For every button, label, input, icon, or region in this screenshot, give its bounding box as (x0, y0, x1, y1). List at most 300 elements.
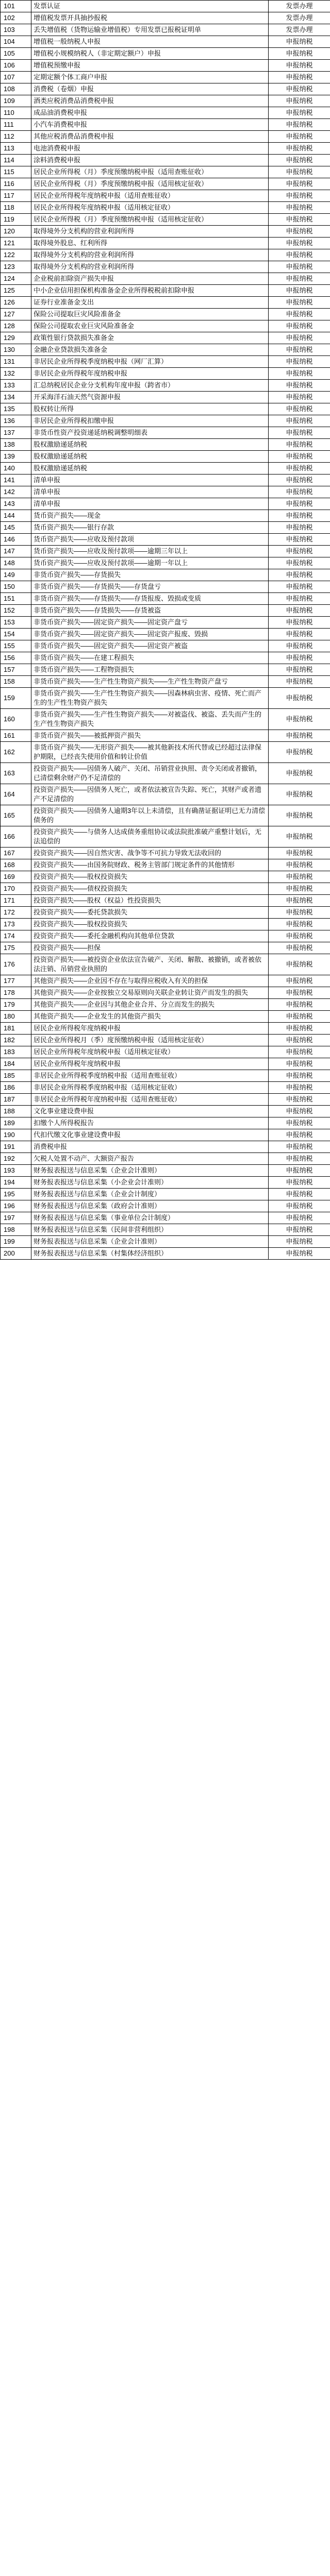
row-number-cell: 135 (1, 403, 31, 415)
item-name-cell: 非货币资产损失——无形资产损失——被其他新技术所代替或已经超过法律保护期限，已经丧失使用价值和转让价值 (31, 742, 269, 763)
item-type-cell: 申报纳税 (269, 1248, 330, 1260)
row-number-cell: 104 (1, 36, 31, 48)
item-name-cell: 投资资产损失——委托贷款损失 (31, 907, 269, 919)
table-row (1, 605, 330, 617)
item-name-cell: 证券行业准备金支出 (31, 297, 269, 309)
item-name-cell: 财务报表报送与信息采集（企业会计准则） (31, 1165, 269, 1177)
item-name-cell: 取得境外股息、红利所得 (31, 238, 269, 249)
row-number-cell: 167 (1, 848, 31, 859)
item-name-cell: 非居民企业所得税扣缴申报 (31, 415, 269, 427)
item-type-cell: 申报纳税 (269, 557, 330, 569)
item-type-cell: 申报纳税 (269, 72, 330, 83)
item-type-cell: 申报纳税 (269, 1082, 330, 1094)
item-name-cell: 股权转让所得 (31, 403, 269, 415)
table-row (1, 439, 330, 451)
item-name-cell: 非货币资产损失——被抵押资产损失 (31, 730, 269, 742)
row-number-cell: 192 (1, 1153, 31, 1165)
row-number-cell: 178 (1, 987, 31, 999)
item-name-cell: 增值税发票开具抽抄报税 (31, 12, 269, 24)
row-number-cell: 161 (1, 730, 31, 742)
item-name-cell: 消费税申报 (31, 1141, 269, 1153)
row-number-cell: 133 (1, 380, 31, 392)
table-row (1, 297, 330, 309)
table-row (1, 709, 330, 730)
item-name-cell: 中小企业信用担保机构准备金企业所得税税前扣除申报 (31, 285, 269, 297)
table-row (1, 883, 330, 895)
table-row (1, 356, 330, 368)
row-number-cell: 115 (1, 166, 31, 178)
table-row (1, 392, 330, 403)
item-type-cell: 申报纳税 (269, 569, 330, 581)
row-number-cell: 138 (1, 439, 31, 451)
table-row (1, 249, 330, 261)
item-type-cell: 申报纳税 (269, 60, 330, 72)
row-number-cell: 177 (1, 975, 31, 987)
item-name-cell: 金融企业贷款损失准备金 (31, 344, 269, 356)
table-row (1, 975, 330, 987)
item-name-cell: 成品油消费税申报 (31, 107, 269, 119)
table-row (1, 784, 330, 805)
table-row (1, 60, 330, 72)
row-number-cell: 110 (1, 107, 31, 119)
item-name-cell: 投资资产损失——股权（权益）性投资损失 (31, 895, 269, 907)
row-number-cell: 103 (1, 24, 31, 36)
item-name-cell: 涂料消费税申报 (31, 155, 269, 166)
item-type-cell: 申报纳税 (269, 999, 330, 1011)
item-name-cell: 股权激励递延纳税 (31, 439, 269, 451)
row-number-cell: 153 (1, 617, 31, 629)
table-row (1, 730, 330, 742)
row-number-cell: 175 (1, 942, 31, 954)
item-name-cell: 投资资产损失——因自然灾害、战争等不可抗力导致无法收回的 (31, 848, 269, 859)
row-number-cell: 193 (1, 1165, 31, 1177)
row-number-cell: 132 (1, 368, 31, 380)
item-type-cell: 申报纳税 (269, 546, 330, 557)
row-number-cell: 106 (1, 60, 31, 72)
row-number-cell: 136 (1, 415, 31, 427)
row-number-cell: 105 (1, 48, 31, 60)
item-name-cell: 货币资产损失——现金 (31, 510, 269, 522)
table-row (1, 320, 330, 332)
table-row (1, 427, 330, 439)
item-type-cell: 申报纳税 (269, 415, 330, 427)
table-row (1, 1023, 330, 1035)
item-name-cell: 货币资产损失——应收及预付款项——逾期三年以上 (31, 546, 269, 557)
row-number-cell: 142 (1, 486, 31, 498)
item-name-cell: 非居民企业所得税年度纳税申报 (31, 368, 269, 380)
item-type-cell: 申报纳税 (269, 1035, 330, 1046)
row-number-cell: 139 (1, 451, 31, 463)
table-row (1, 676, 330, 688)
row-number-cell: 123 (1, 261, 31, 273)
item-name-cell: 政策性银行贷款损失准备金 (31, 332, 269, 344)
table-row (1, 1, 330, 12)
table-row (1, 380, 330, 392)
table-row (1, 1200, 330, 1212)
item-type-cell: 申报纳税 (269, 652, 330, 664)
row-number-cell: 102 (1, 12, 31, 24)
item-name-cell: 股权激励递延纳税 (31, 451, 269, 463)
item-name-cell: 投资资产损失——担保 (31, 942, 269, 954)
item-type-cell: 申报纳税 (269, 190, 330, 202)
item-name-cell: 非货币性资产投资递延纳税调整明细表 (31, 427, 269, 439)
table-row (1, 688, 330, 709)
row-number-cell: 185 (1, 1070, 31, 1082)
table-row (1, 581, 330, 593)
row-number-cell: 116 (1, 178, 31, 190)
item-type-cell: 申报纳税 (269, 907, 330, 919)
row-number-cell: 166 (1, 826, 31, 848)
item-type-cell: 申报纳税 (269, 930, 330, 942)
item-name-cell: 财务报表报送与信息采集（事业单位会计制度） (31, 1212, 269, 1224)
item-name-cell: 其他资产损失——企业按独立交易原则向关联企业转让资产而发生的损失 (31, 987, 269, 999)
table-row (1, 1224, 330, 1236)
item-type-cell: 申报纳税 (269, 763, 330, 784)
item-name-cell: 居民企业所得税（月）季度预缴纳税申报（适用核定征收） (31, 178, 269, 190)
row-number-cell: 163 (1, 763, 31, 784)
row-number-cell: 101 (1, 1, 31, 12)
item-name-cell: 投资资产损失——委托金融机构向其他单位贷款 (31, 930, 269, 942)
item-type-cell: 申报纳税 (269, 451, 330, 463)
table-row (1, 486, 330, 498)
table-row (1, 131, 330, 143)
item-type-cell: 申报纳税 (269, 320, 330, 332)
row-number-cell: 134 (1, 392, 31, 403)
item-type-cell: 申报纳税 (269, 581, 330, 593)
table-row (1, 1046, 330, 1058)
table-row (1, 919, 330, 930)
item-type-cell: 申报纳税 (269, 1094, 330, 1106)
item-name-cell: 非货币资产损失——存货损失 (31, 569, 269, 581)
item-name-cell: 增值税小规模纳税人（非定期定额户）申报 (31, 48, 269, 60)
item-type-cell: 申报纳税 (269, 1224, 330, 1236)
row-number-cell: 184 (1, 1058, 31, 1070)
table-row (1, 498, 330, 510)
row-number-cell: 179 (1, 999, 31, 1011)
row-number-cell: 143 (1, 498, 31, 510)
item-name-cell: 电池消费税申报 (31, 143, 269, 155)
table-row (1, 1236, 330, 1248)
item-name-cell: 货币资产损失——应收及预付款项——逾期一年以上 (31, 557, 269, 569)
item-type-cell: 申报纳税 (269, 332, 330, 344)
item-name-cell: 清单申报 (31, 486, 269, 498)
row-number-cell: 186 (1, 1082, 31, 1094)
row-number-cell: 109 (1, 95, 31, 107)
item-name-cell: 酒类应税消费品消费税申报 (31, 95, 269, 107)
item-type-cell: 申报纳税 (269, 498, 330, 510)
item-type-cell: 发票办理 (269, 24, 330, 36)
row-number-cell: 111 (1, 119, 31, 131)
row-number-cell: 122 (1, 249, 31, 261)
item-type-cell: 申报纳税 (269, 356, 330, 368)
table-row (1, 1035, 330, 1046)
table-row (1, 930, 330, 942)
item-type-cell: 申报纳税 (269, 1058, 330, 1070)
row-number-cell: 152 (1, 605, 31, 617)
table-row (1, 178, 330, 190)
row-number-cell: 168 (1, 859, 31, 871)
item-type-cell: 申报纳税 (269, 474, 330, 486)
item-type-cell: 申报纳税 (269, 131, 330, 143)
item-name-cell: 清单申报 (31, 474, 269, 486)
table-row (1, 1153, 330, 1165)
item-name-cell: 定期定额个体工商户申报 (31, 72, 269, 83)
item-type-cell: 申报纳税 (269, 214, 330, 226)
table-row (1, 1141, 330, 1153)
item-type-cell: 申报纳税 (269, 522, 330, 534)
item-name-cell: 非居民企业所得税年度纳税申报（适用查账征收） (31, 1094, 269, 1106)
row-number-cell: 147 (1, 546, 31, 557)
item-type-cell: 申报纳税 (269, 427, 330, 439)
item-type-cell: 申报纳税 (269, 1141, 330, 1153)
row-number-cell: 144 (1, 510, 31, 522)
row-number-cell: 200 (1, 1248, 31, 1260)
table-row (1, 12, 330, 24)
table-row (1, 451, 330, 463)
table-row (1, 214, 330, 226)
table-row (1, 261, 330, 273)
item-name-cell: 投资资产损失——因债务人死亡，或者依法被宣告失踪、死亡，其财产或者遗产不足清偿的 (31, 784, 269, 805)
item-name-cell: 非货币资产损失——生产性生物资产损失——生产性生物资产盘亏 (31, 676, 269, 688)
item-type-cell: 发票办理 (269, 12, 330, 24)
item-type-cell: 申报纳税 (269, 640, 330, 652)
table-row (1, 83, 330, 95)
row-number-cell: 108 (1, 83, 31, 95)
item-type-cell: 申报纳税 (269, 883, 330, 895)
row-number-cell: 146 (1, 534, 31, 546)
item-name-cell: 财务报表报送与信息采集（企业会计准则） (31, 1236, 269, 1248)
row-number-cell: 199 (1, 1236, 31, 1248)
table-row (1, 463, 330, 474)
item-name-cell: 财务报表报送与信息采集（政府会计准则） (31, 1200, 269, 1212)
item-type-cell: 申报纳税 (269, 439, 330, 451)
item-type-cell: 申报纳税 (269, 664, 330, 676)
item-type-cell: 申报纳税 (269, 1212, 330, 1224)
item-type-cell: 申报纳税 (269, 297, 330, 309)
item-name-cell: 欠税人处置不动产、大额资产报告 (31, 1153, 269, 1165)
row-number-cell: 157 (1, 664, 31, 676)
item-type-cell: 申报纳税 (269, 403, 330, 415)
row-number-cell: 195 (1, 1189, 31, 1200)
item-type-cell: 申报纳税 (269, 238, 330, 249)
item-type-cell: 申报纳税 (269, 155, 330, 166)
item-name-cell: 非货币资产损失——存货损失——存货报废、毁损或变质 (31, 593, 269, 605)
table-row (1, 415, 330, 427)
row-number-cell: 188 (1, 1106, 31, 1117)
item-name-cell: 丢失增值税（货物运输业增值税）专用发票已报税证明单 (31, 24, 269, 36)
row-number-cell: 164 (1, 784, 31, 805)
row-number-cell: 176 (1, 954, 31, 975)
table-row (1, 155, 330, 166)
row-number-cell: 183 (1, 1046, 31, 1058)
table-row (1, 285, 330, 297)
table-row (1, 510, 330, 522)
item-type-cell: 申报纳税 (269, 36, 330, 48)
row-number-cell: 117 (1, 190, 31, 202)
table-row (1, 546, 330, 557)
item-name-cell: 取得境外分支机构的营业利润所得 (31, 226, 269, 238)
item-type-cell: 申报纳税 (269, 95, 330, 107)
table-row (1, 238, 330, 249)
table-row (1, 190, 330, 202)
table-row (1, 107, 330, 119)
item-name-cell: 投资资产损失——股权投资损失 (31, 871, 269, 883)
item-type-cell: 申报纳税 (269, 119, 330, 131)
item-name-cell: 非货币资产损失——固定资产损失——固定资产被盗 (31, 640, 269, 652)
table-row (1, 593, 330, 605)
row-number-cell: 140 (1, 463, 31, 474)
item-type-cell: 申报纳税 (269, 1070, 330, 1082)
item-name-cell: 非居民企业所得税季度纳税申报（网厂汇算） (31, 356, 269, 368)
table-row (1, 309, 330, 320)
table-row (1, 166, 330, 178)
row-number-cell: 197 (1, 1212, 31, 1224)
row-number-cell: 112 (1, 131, 31, 143)
table-row (1, 826, 330, 848)
item-type-cell: 申报纳税 (269, 942, 330, 954)
item-name-cell: 消费税（卷烟）申报 (31, 83, 269, 95)
item-name-cell: 投资资产损失——因债务人逾期3年以上未清偿，且有确凿证据证明已无力清偿债务的 (31, 805, 269, 826)
item-name-cell: 居民企业所得税（月）季度预缴纳税申报（适用查账征收） (31, 166, 269, 178)
table-row (1, 871, 330, 883)
row-number-cell: 171 (1, 895, 31, 907)
table-row (1, 805, 330, 826)
item-name-cell: 代扣代缴文化事业建设费申报 (31, 1129, 269, 1141)
row-number-cell: 191 (1, 1141, 31, 1153)
table-row (1, 48, 330, 60)
item-name-cell: 财务报表报送与信息采集（企业会计制度） (31, 1189, 269, 1200)
table-row (1, 273, 330, 285)
table-row (1, 1117, 330, 1129)
item-name-cell: 财务报表报送与信息采集（民间非营利组织） (31, 1224, 269, 1236)
item-name-cell: 投资资产损失——因债务人破产、关闭、吊销营业执照、责令关闭或者撤销，已清偿剩余财产仍不足清偿的 (31, 763, 269, 784)
item-name-cell: 取得境外分支机构的营业利润所得 (31, 249, 269, 261)
item-name-cell: 非货币资产损失——固定资产损失——固定资产盘亏 (31, 617, 269, 629)
row-number-cell: 126 (1, 297, 31, 309)
row-number-cell: 113 (1, 143, 31, 155)
table-body (1, 1, 330, 1260)
table-row (1, 1011, 330, 1023)
row-number-cell: 125 (1, 285, 31, 297)
item-type-cell: 申报纳税 (269, 895, 330, 907)
item-type-cell: 申报纳税 (269, 285, 330, 297)
table-row (1, 1106, 330, 1117)
table-row (1, 332, 330, 344)
item-name-cell: 非货币资产损失——生产性生物资产损失——对被盗伐、被盗、丢失而产生的生产性生物资产损失 (31, 709, 269, 730)
table-row (1, 1070, 330, 1082)
item-type-cell: 申报纳税 (269, 784, 330, 805)
table-row (1, 1177, 330, 1189)
row-number-cell: 130 (1, 344, 31, 356)
item-type-cell: 申报纳税 (269, 249, 330, 261)
row-number-cell: 180 (1, 1011, 31, 1023)
item-name-cell: 货币资产损失——银行存款 (31, 522, 269, 534)
item-type-cell: 申报纳税 (269, 1165, 330, 1177)
table-row (1, 1082, 330, 1094)
row-number-cell: 162 (1, 742, 31, 763)
item-name-cell: 增值税预缴申报 (31, 60, 269, 72)
item-name-cell: 非货币资产损失——工程物资损失 (31, 664, 269, 676)
row-number-cell: 172 (1, 907, 31, 919)
row-number-cell: 124 (1, 273, 31, 285)
table-row (1, 640, 330, 652)
row-number-cell: 107 (1, 72, 31, 83)
item-type-cell: 申报纳税 (269, 83, 330, 95)
row-number-cell: 159 (1, 688, 31, 709)
item-type-cell: 申报纳税 (269, 380, 330, 392)
item-name-cell: 居民企业所得税年度纳税申报（适用查账征收） (31, 190, 269, 202)
item-type-cell: 申报纳税 (269, 617, 330, 629)
item-type-cell: 申报纳税 (269, 1189, 330, 1200)
item-type-cell: 申报纳税 (269, 1200, 330, 1212)
item-type-cell: 申报纳税 (269, 309, 330, 320)
row-number-cell: 114 (1, 155, 31, 166)
table-row (1, 143, 330, 155)
item-name-cell: 保险公司提取巨灾风险准备金 (31, 309, 269, 320)
item-name-cell: 股权激励递延纳税 (31, 463, 269, 474)
table-row (1, 652, 330, 664)
item-type-cell: 申报纳税 (269, 107, 330, 119)
row-number-cell: 148 (1, 557, 31, 569)
item-name-cell: 取得境外分支机构的营业利润所得 (31, 261, 269, 273)
table-row (1, 534, 330, 546)
item-type-cell: 申报纳税 (269, 178, 330, 190)
item-type-cell: 申报纳税 (269, 48, 330, 60)
table-row (1, 1129, 330, 1141)
table-row (1, 522, 330, 534)
row-number-cell: 190 (1, 1129, 31, 1141)
row-number-cell: 145 (1, 522, 31, 534)
table-row (1, 999, 330, 1011)
item-name-cell: 非货币资产损失——存货损失——存货盘亏 (31, 581, 269, 593)
item-name-cell: 居民企业所得税年度纳税申报（适用核定征收） (31, 202, 269, 214)
row-number-cell: 194 (1, 1177, 31, 1189)
table-row (1, 942, 330, 954)
table-row (1, 629, 330, 640)
table-row (1, 1189, 330, 1200)
item-name-cell: 其他资产损失——企业发生的其他资产损失 (31, 1011, 269, 1023)
item-type-cell: 申报纳税 (269, 1106, 330, 1117)
row-number-cell: 131 (1, 356, 31, 368)
row-number-cell: 198 (1, 1224, 31, 1236)
item-type-cell: 申报纳税 (269, 534, 330, 546)
row-number-cell: 174 (1, 930, 31, 942)
item-name-cell: 扣缴个人所得税报告 (31, 1117, 269, 1129)
item-type-cell: 申报纳税 (269, 859, 330, 871)
item-type-cell: 申报纳税 (269, 143, 330, 155)
item-name-cell: 居民企业所得税年度纳税申报（适用核定征收） (31, 1046, 269, 1058)
row-number-cell: 155 (1, 640, 31, 652)
table-row (1, 474, 330, 486)
item-name-cell: 投资资产损失——与债务人达成债务重组协议或法院批准破产重整计划后，无法追偿的 (31, 826, 269, 848)
item-name-cell: 其他应税消费品消费税申报 (31, 131, 269, 143)
table-row (1, 202, 330, 214)
row-number-cell: 154 (1, 629, 31, 640)
item-name-cell: 财务报表报送与信息采集（村集体经济组织） (31, 1248, 269, 1260)
item-type-cell: 申报纳税 (269, 226, 330, 238)
item-name-cell: 保险公司提取农业巨灾风险准备金 (31, 320, 269, 332)
table-row (1, 403, 330, 415)
item-name-cell: 企业税前扣除资产损失申报 (31, 273, 269, 285)
table-row (1, 742, 330, 763)
item-type-cell: 发票办理 (269, 1, 330, 12)
row-number-cell: 149 (1, 569, 31, 581)
row-number-cell: 165 (1, 805, 31, 826)
table-row (1, 95, 330, 107)
item-type-cell: 申报纳税 (269, 1011, 330, 1023)
item-name-cell: 投资资产损失——被投资企业依法宣告破产、关闭、解散、被撤销，或者被依法注销、吊销营业执照的 (31, 954, 269, 975)
table-row (1, 344, 330, 356)
